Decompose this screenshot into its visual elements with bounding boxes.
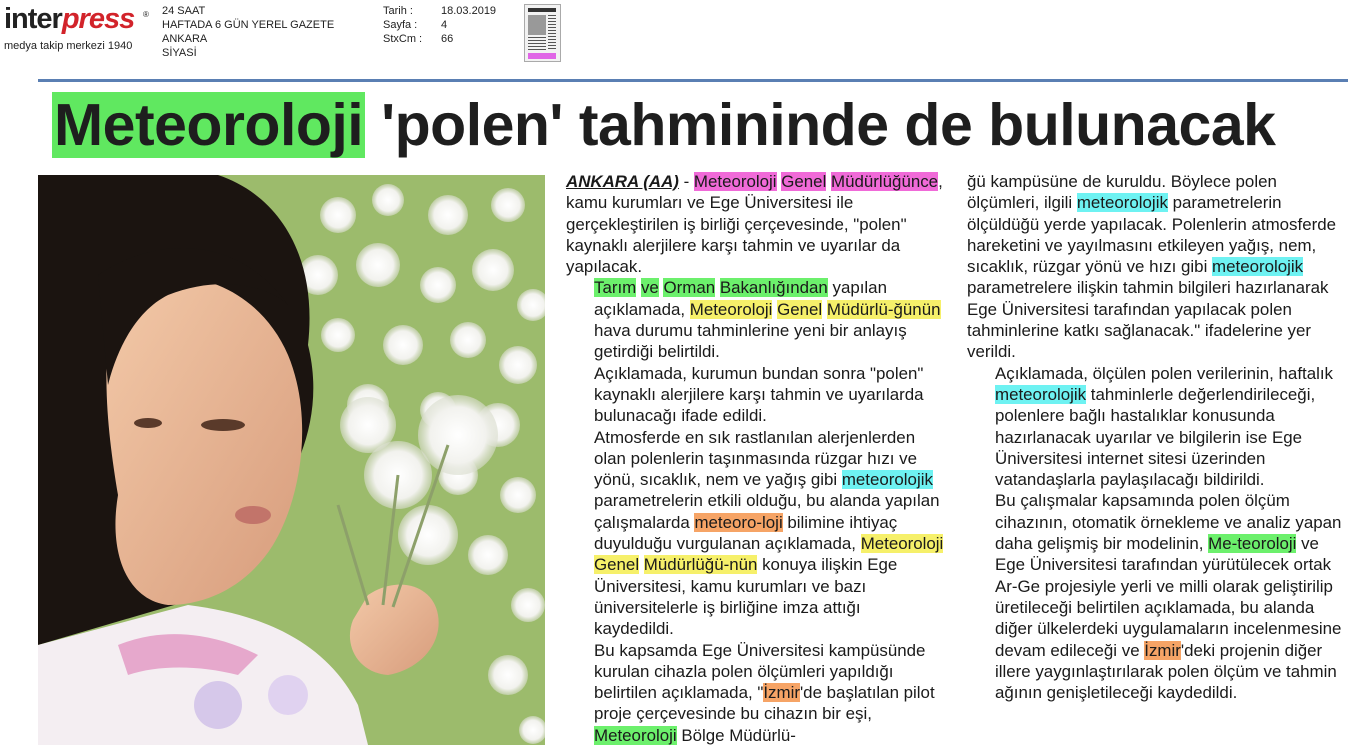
highlighted-term: ve [640,278,659,298]
text-run: parametrelerin ölçüldüğü yerde yapılacak. Polenlerin atmosferde hareketini ve yayılmasını etkileyen yağış, nem, sıcaklık, rüzgar yönü ve hızı gibi [967,193,1336,277]
publication-section: SİYASİ [162,47,197,59]
text-run: Bölge Müdürlü- [676,725,796,745]
logo-tagline: medya takip merkezi 1940 [4,40,133,52]
text-run: 'deki projenin diğer illere yaygınlaştırılarak polen ölçüm ve tahmin ağının genişletileceği kaydedildi. [995,640,1337,703]
text-run: yapılan açıklamada, [594,278,887,319]
meta-size-row: StxCm : 66 [383,33,454,45]
logo-wordmark: interpress [4,3,135,35]
text-run: , kamu kurumları ve Ege Üniversitesi ile gerçekleştirilen iş birliği çerçevesinde, "polen" kaynaklı alerjilere karşı tahmin ve uyarılar da yapılacak. [566,172,943,277]
text-run: Açıklamada, ölçülen polen verilerinin, haftalık [995,363,1333,383]
registered-mark: ® [143,10,149,19]
highlighted-term: meteoro-loji [694,512,783,532]
text-run: ve Ege Üniversitesi tarafından yürütülecek ortak Ar-Ge projesiyle yerli ve milli olarak geliştirilip üretileceği belirtilen açıklamada, bu alanda diğer ülkelerdeki uygulamaların incelenmesine devam edileceği ve [995,534,1342,660]
highlighted-term: meteorolojik [1212,257,1304,277]
page-thumbnail[interactable] [524,4,561,62]
text-run: parametrelerin etkili olduğu, bu alanda yapılan çalışmalarda [594,491,940,532]
meta-date-row: Tarih : 18.03.2019 [383,5,497,17]
highlighted-term: Me-teoroloji [1208,534,1297,554]
clipping-header [0,0,1353,66]
text-run: hava durumu tahminlerine yeni bir anlayış getirdiği belirtildi. [594,321,907,362]
article-headline [52,90,1275,160]
highlighted-term: Müdürlüğünce [831,172,939,191]
highlighted-term: Müdürlü-ğünün [826,299,941,319]
text-run: bilimine ihtiyaç duyulduğu vurgulanan açıklamada, [594,512,898,554]
highlighted-term: Genel [777,299,823,319]
highlighted-term: Bakanlığından [719,278,828,298]
highlighted-term: Meteoroloji [860,534,944,554]
header-rule [38,79,1348,82]
text-run: Açıklamada, kurumun bundan sonra "polen" kaynaklı alerjilere karşı tahmin ve uyarılarda bulunacağı ifade edildi. [594,363,924,426]
publication-name: 24 SAAT [162,5,206,17]
article-paragraph [566,277,945,362]
text-run: parametrelere ilişkin tahmin bilgileri hazırlanarak Ege Üniversitesi tarafından yapılacak polen tahminlerine katkı sağlanacak." ifadelerine yer verildi. [967,278,1329,362]
article-paragraph [967,171,1345,363]
headline-rest: 'polen' tahmininde de bulunacak [365,92,1276,158]
highlighted-term: Meteoroloji [689,299,773,319]
text-run: ğü kampüsüne de kuruldu. Böylece polen ölçümleri, ilgili [967,172,1277,213]
article-paragraph [566,171,945,277]
text-run: Bu çalışmalar kapsamında polen ölçüm cihazının, otomatik örnekleme ve analiz yapan daha gelişmiş bir modelinin, [995,491,1342,554]
article-photo [38,175,545,745]
highlighted-term: Tarım [594,278,637,298]
highlighted-term: Meteoroloji [693,172,777,191]
article-paragraph [566,640,945,746]
publication-frequency: HAFTADA 6 GÜN YEREL GAZETE [162,19,335,31]
highlighted-term: meteorolojik [1076,193,1168,213]
highlighted-term: meteorolojik [841,470,933,490]
meta-page-row: Sayfa : 4 [383,19,448,31]
clipping-meta [383,4,496,46]
text-run: Atmosferde en sık rastlanılan alerjenlerden olan polenlerin taşınmasında rüzgar hızı ve yönü, sıcaklık, nem ve yağış gibi [594,427,917,490]
article-paragraph [566,363,945,427]
article-paragraph [566,427,945,640]
article-column-2 [967,171,1345,703]
highlighted-term: İzmir [763,683,800,703]
text-run: konuya ilişkin Ege Üniversitesi, kamu kurumları ve bazı üniversitelerle iş birliğine imza attığı kaydedildi. [594,555,898,639]
highlighted-term: meteorolojik [995,384,1087,404]
interpress-logo [4,4,154,53]
text-run: Bu kapsamda Ege Üniversitesi kampüsünde kurulan cihazla polen ölçümleri yapıldığı belirtilen açıklamada, " [594,640,926,703]
highlighted-term: Müdürlüğü-nün [643,555,758,575]
article-paragraph [967,363,1345,491]
girl-dandelion-image [38,175,545,745]
publication-city: ANKARA [162,33,208,45]
highlighted-term: Orman [663,278,716,298]
highlighted-term: Meteoroloji [594,725,677,745]
text-run: 'de başlatılan pilot proje çerçevesinde bu cihazın bir eşi, [594,683,935,724]
publication-info [162,4,334,60]
highlighted-term: Genel [781,172,827,191]
highlighted-term: İzmir [1144,640,1181,660]
article-paragraph [967,490,1345,703]
text-run: - [678,172,694,191]
highlighted-term: Genel [594,555,640,575]
headline-highlight: Meteoroloji [54,92,364,158]
text-run: tahminlerle değerlendirileceği, polenlere bağlı hastalıklar konusunda hazırlanacak uyarılar ve bilgilerin ise Ege Üniversitesi internet sitesi üzerinden vatandaşlarla paylaşılacağı bildirildi. [995,384,1316,490]
dateline: ANKARA (AA) [566,172,679,191]
article-column-1 [566,171,945,746]
